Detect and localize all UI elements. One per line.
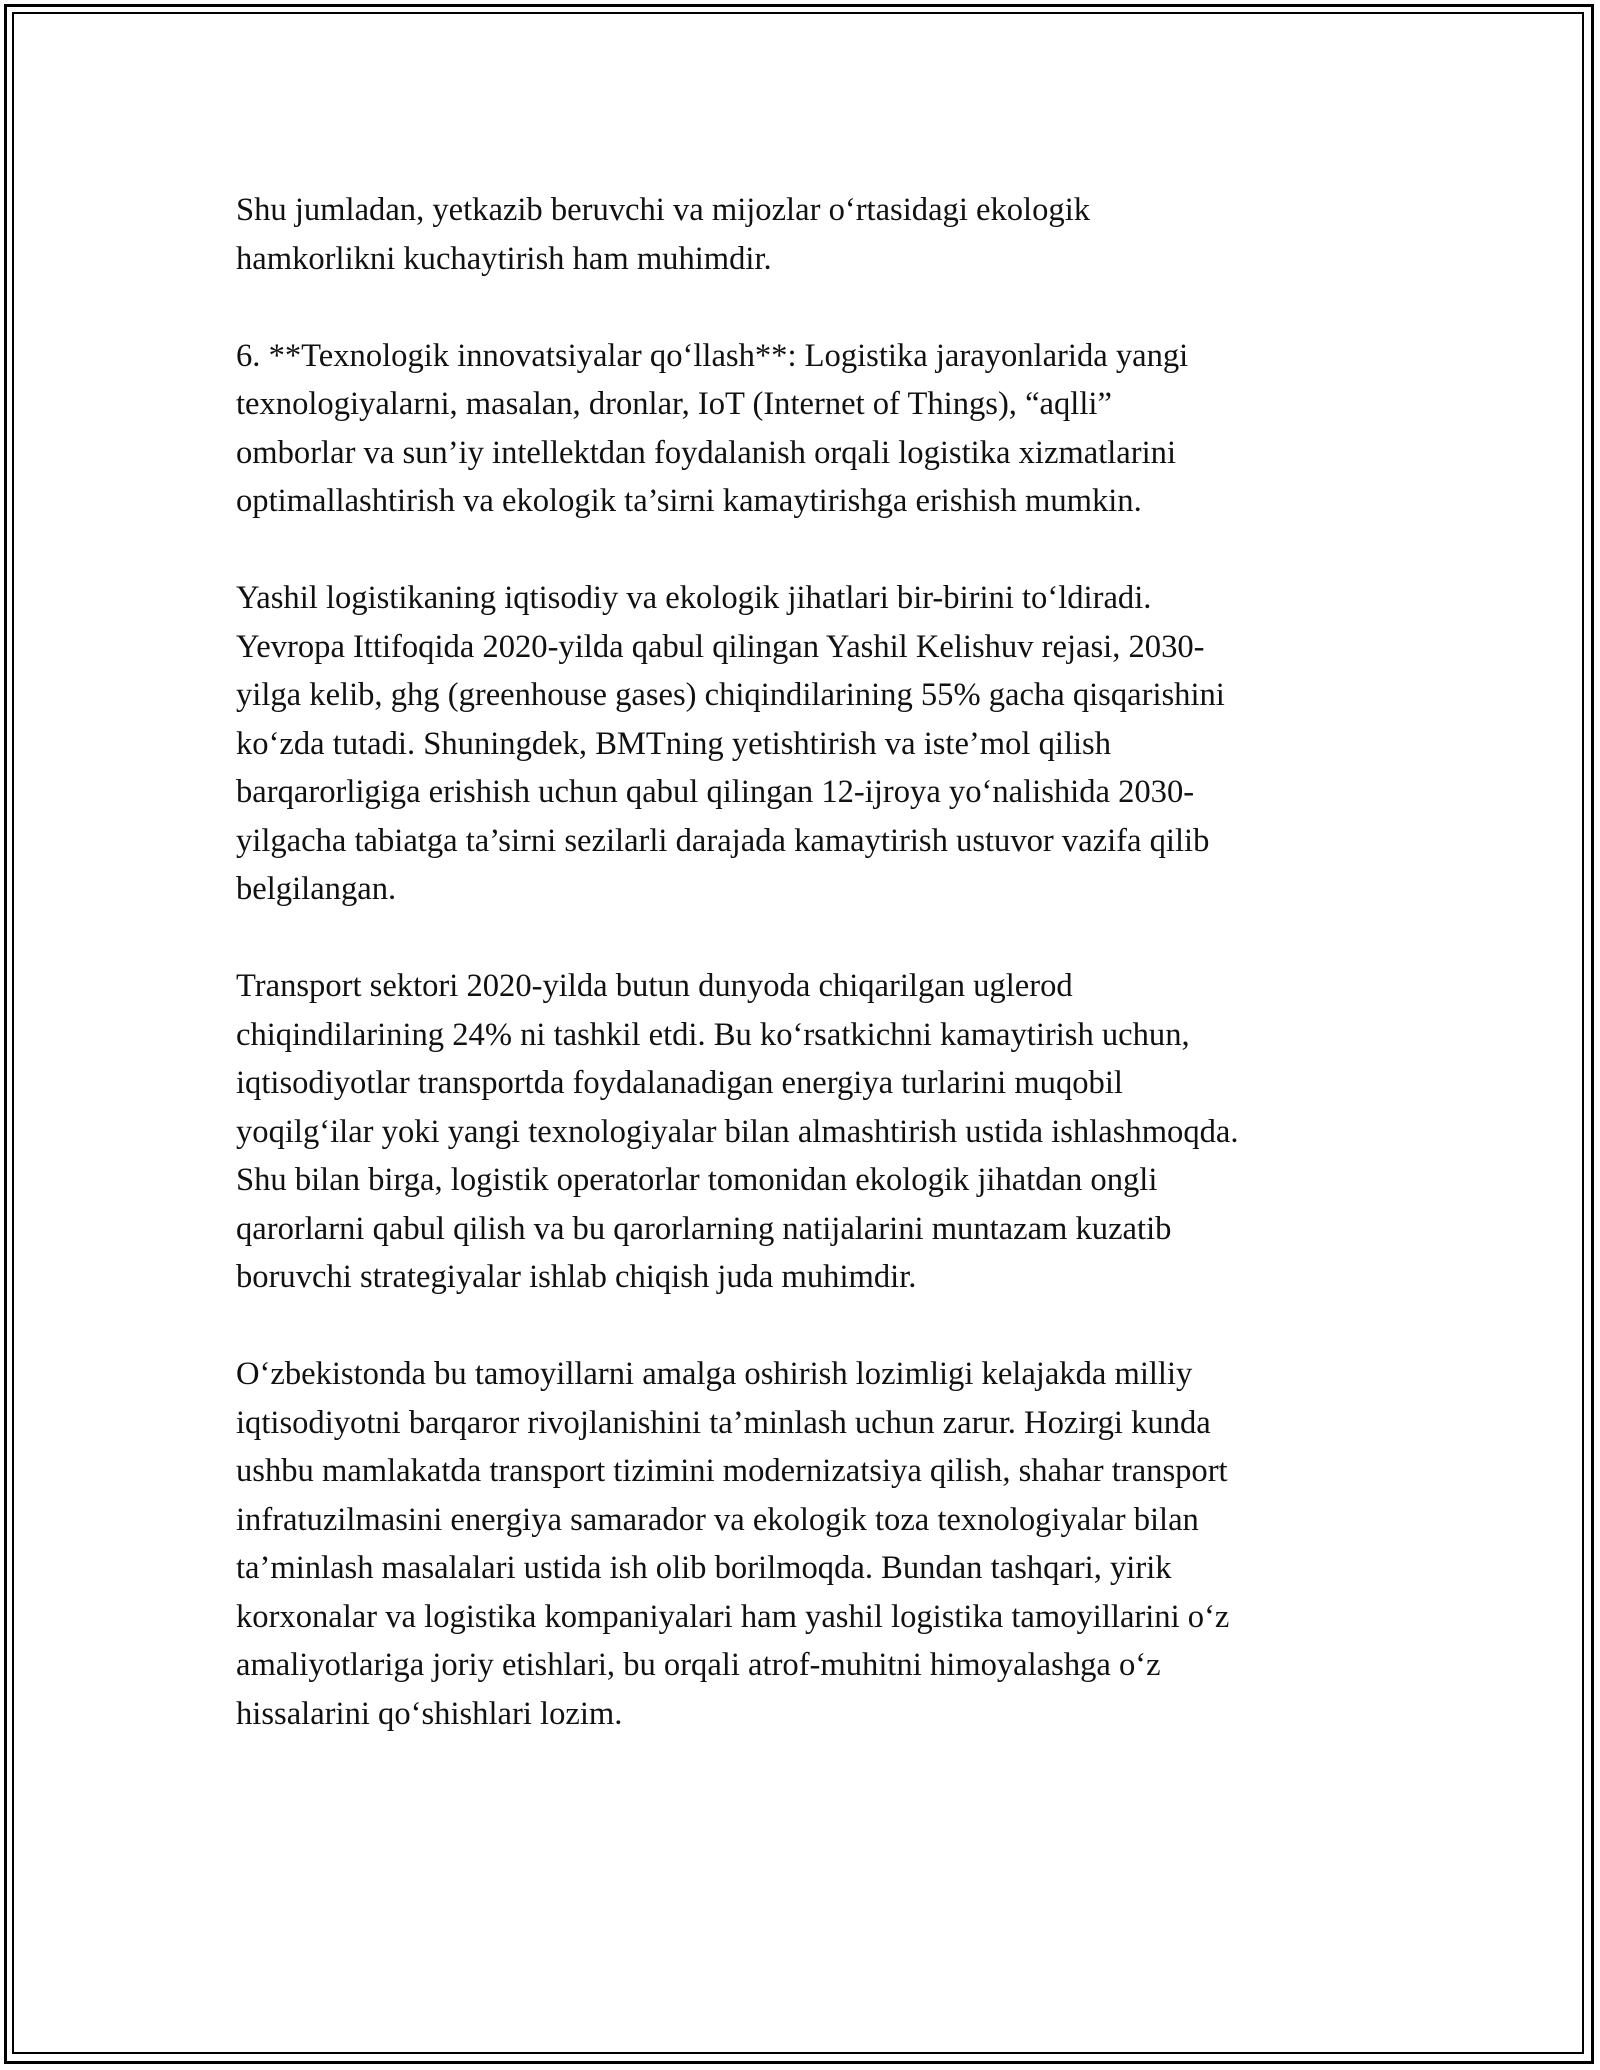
paragraph-economic-ecological-aspects: Yashil logistikaning iqtisodiy va ekologik jihatlari bir-birini to‘ldiradi. Yevropa Ittifoqida 2020-yilda qabul qilingan Yashil Kelishuv rejasi, 2030- yilga kelib, ghg (greenhouse gases) chiqindilarining 55% gacha qisqarishini ko‘zda tutadi. Shuningdek, BMTning yetishtirish va iste’mol qilish barqarorligiga erishish uchun qabul qilingan 12-ijroya yo‘nalishida 2030- yilgacha tabiatga ta’sirni sezilarli darajada kamaytirish ustuvor vazifa qilib belgilangan. — [236, 580, 1225, 907]
paragraph-technological-innovations: 6. **Texnologik innovatsiyalar qo‘llash**: Logistika jarayonlarida yangi texnologiyalarni, masalan, dronlar, IoT (Internet of Things), “aqlli” omborlar va sun’iy intellektdan foydalanish orqali logistika xizmatlarini optimallashtirish va ekologik ta’sirni kamaytirishga erishish mumkin. — [236, 337, 1189, 519]
paragraph-supplier-cooperation: Shu jumladan, yetkazib beruvchi va mijozlar o‘rtasidagi ekologik hamkorlikni kuchaytirish ham muhimdir. — [236, 192, 1091, 277]
document-body — [236, 186, 1366, 1787]
paragraph-transport-sector: Transport sektori 2020-yilda butun dunyoda chiqarilgan uglerod chiqindilarining 24% ni tashkil etdi. Bu ko‘rsatkichni kamaytirish uchun, iqtisodiyotlar transportda foydalanadigan energiya turlarini muqobil yoqilg‘ilar yoki yangi texnologiyalar bilan almashtirish ustida ishlashmoqda. Shu bilan birga, logistik operatorlar tomonidan ekologik jihatdan ongli qarorlarni qabul qilish va bu qarorlarning natijalarini muntazam kuzatib boruvchi strategiyalar ishlab chiqish juda muhimdir. — [236, 968, 1239, 1295]
paragraph-uzbekistan: O‘zbekistonda bu tamoyillarni amalga oshirish lozimligi kelajakda milliy iqtisodiyotni barqaror rivojlanishini ta’minlash uchun zarur. Hozirgi kunda ushbu mamlakatda transport tizimini modernizatsiya qilish, shahar transport infratuzilmasini energiya samarador va ekologik toza texnologiyalar bilan ta’minlash masalalari ustida ish olib borilmoqda. Bundan tashqari, yirik korxonalar va logistika kompaniyalari ham yashil logistika tamoyillarini o‘z amaliyotlariga joriy etishlari, bu orqali atrof-muhitni himoyalashga o‘z hissalarini qo‘shishlari lozim. — [236, 1356, 1230, 1732]
